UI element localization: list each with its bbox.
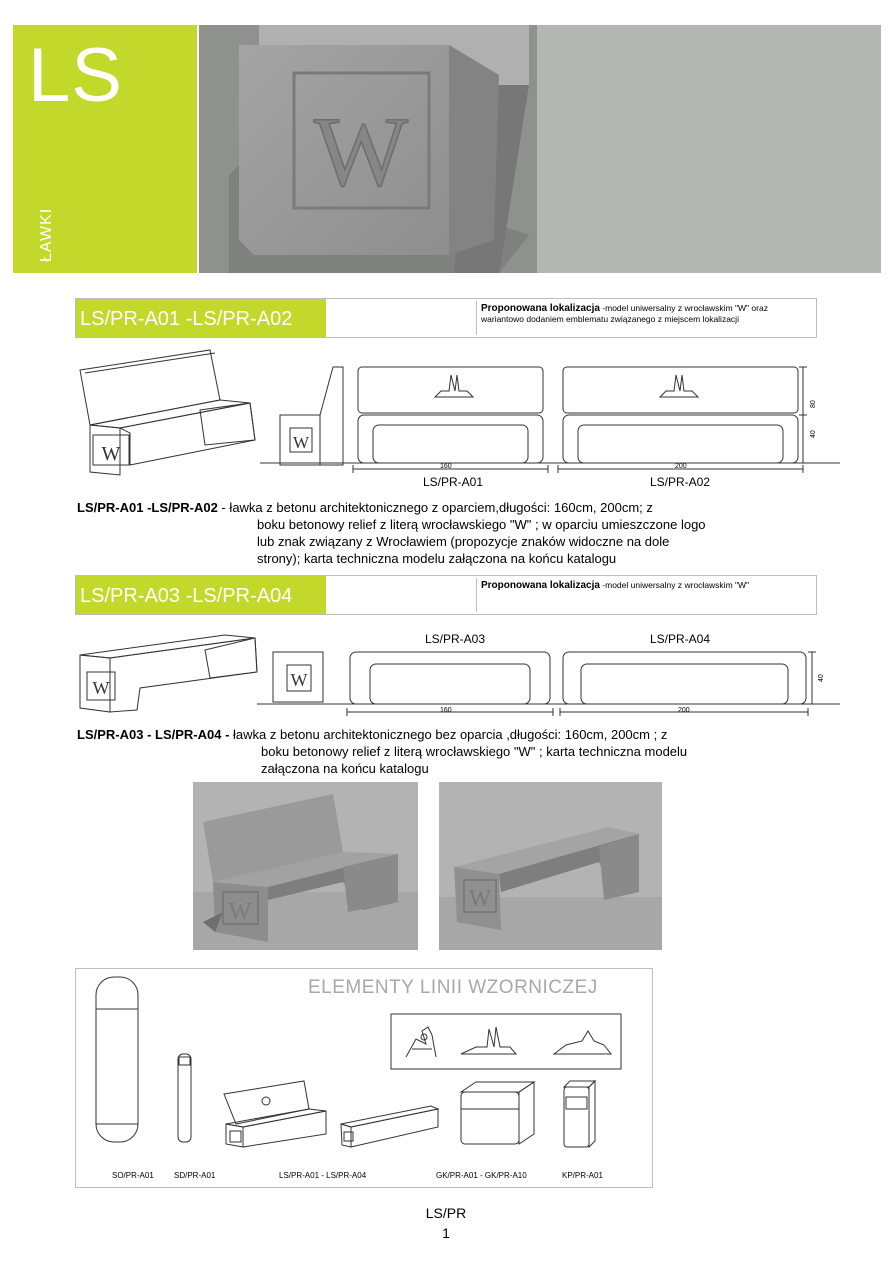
- section2-dim-h: 40: [818, 674, 825, 682]
- element-label-kp: KP/PR-A01: [562, 1171, 603, 1180]
- svg-text:W: W: [290, 670, 308, 690]
- section1-header: [75, 298, 817, 338]
- section1-desc-code: LS/PR-A01 -LS/PR-A02: [77, 500, 218, 515]
- footer-code: LS/PR: [425, 1205, 467, 1221]
- svg-text:W: W: [101, 443, 121, 465]
- render-bench-backrest: [193, 782, 418, 950]
- section2-header: [75, 575, 817, 615]
- section2-desc-code: LS/PR-A03 - LS/PR-A04 -: [77, 727, 230, 742]
- section1-dim-h2: 40: [810, 430, 817, 438]
- section2-location-label: Proponowana lokalizacja: [481, 580, 600, 591]
- svg-text:W: W: [468, 886, 492, 912]
- element-label-gk: GK/PR-A01 - GK/PR-A10: [436, 1171, 527, 1180]
- section2-label-a: LS/PR-A03: [425, 632, 486, 646]
- section2-dim-b: 200: [678, 707, 690, 714]
- category-code: LS: [28, 33, 123, 118]
- section1-title: LS/PR-A01 -LS/PR-A02: [76, 299, 326, 337]
- section2-drawing: [75, 630, 840, 720]
- section2-dim-a: 160: [440, 707, 452, 714]
- design-line-elements: [75, 968, 653, 1188]
- section2-label-b: LS/PR-A04: [650, 632, 711, 646]
- render-bench-plain: [439, 782, 662, 950]
- svg-text:W: W: [292, 433, 310, 452]
- section1-desc-line2: boku betonowy relief z literą wrocławskiego "W" ; w oparciu umieszczone logo: [257, 517, 706, 532]
- element-label-sd: SD/PR-A01: [174, 1171, 216, 1180]
- section1-dim-a: 160: [440, 463, 452, 470]
- section1-location-text: -model uniwersalny z wrocławskim "W" oraz wariantowo dodaniem emblematu związanego z miejscem lokalizacji: [481, 303, 768, 324]
- hero-render: [199, 25, 881, 273]
- section1-description: [77, 499, 857, 567]
- svg-text:W: W: [92, 678, 110, 698]
- section1-desc-line1: - ławka z betonu architektonicznego z oparciem,długości: 160cm, 200cm; z: [217, 500, 653, 515]
- section1-desc-line3: lub znak związany z Wrocławiem (propozycje znaków widoczne na dole: [257, 534, 670, 549]
- elements-title: ELEMENTY LINII WZORNICZEJ: [308, 977, 598, 998]
- section2-title: LS/PR-A03 -LS/PR-A04: [76, 576, 326, 614]
- section1-desc-line4: strony); karta techniczna modelu załączona na końcu katalogu: [257, 551, 617, 566]
- section2-location: [476, 578, 816, 612]
- section2-desc-line1: ławka z betonu architektonicznego bez oparcia ,długości: 160cm, 200cm ; z: [229, 727, 668, 742]
- section1-location-label: Proponowana lokalizacja: [481, 303, 600, 314]
- section1-location: [476, 301, 816, 335]
- svg-text:W: W: [228, 899, 252, 925]
- svg-text:W: W: [313, 96, 409, 207]
- section1-dim-h1: 80: [810, 400, 817, 408]
- section1-drawing: [75, 345, 840, 480]
- element-label-ls: LS/PR-A01 - LS/PR-A04: [279, 1171, 367, 1180]
- section1-dim-b: 200: [675, 463, 687, 470]
- section2-desc-line2: boku betonowy relief z literą wrocławskiego "W" ; karta techniczna modelu: [261, 744, 688, 759]
- section2-description: [77, 726, 857, 777]
- page-number: 1: [442, 1225, 450, 1241]
- category-label: ŁAWKI: [38, 207, 55, 262]
- element-label-so: SO/PR-A01: [112, 1171, 154, 1180]
- section1-label-b: LS/PR-A02: [650, 475, 711, 489]
- section2-desc-line3: załączona na końcu katalogu: [261, 761, 429, 776]
- section2-location-text: -model uniwersalny z wrocławskim "W": [599, 580, 750, 590]
- section1-label-a: LS/PR-A01: [423, 475, 484, 489]
